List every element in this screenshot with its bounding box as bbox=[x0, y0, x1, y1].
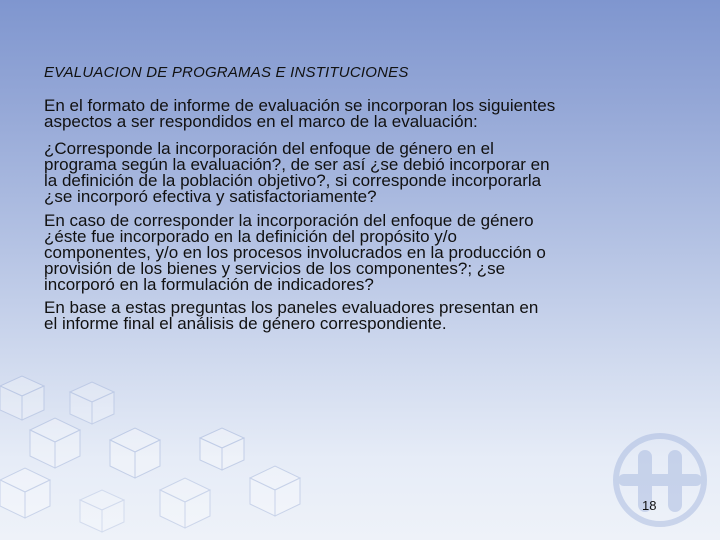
dipres-logo-watermark bbox=[616, 436, 704, 524]
slide-title: EVALUACION DE PROGRAMAS E INSTITUCIONES bbox=[44, 64, 409, 81]
text-line: incorporó en la formulación de indicadores? bbox=[44, 275, 374, 294]
paragraph-question-2 bbox=[44, 213, 546, 293]
paragraph-question-1 bbox=[44, 141, 550, 205]
text-line: ¿Corresponde la incorporación del enfoque de género en el bbox=[44, 139, 494, 158]
text-line: componentes, y/o en los procesos involucrados en la producción o bbox=[44, 243, 546, 262]
text-line: el informe final el análisis de género correspondiente. bbox=[44, 314, 447, 333]
paragraph-intro bbox=[44, 98, 555, 130]
text-line: En caso de corresponder la incorporación del enfoque de género bbox=[44, 211, 534, 230]
text-line: aspectos a ser respondidos en el marco de la evaluación: bbox=[44, 112, 478, 131]
translucent-cubes bbox=[0, 376, 300, 532]
text-line: ¿éste fue incorporado en la definición del propósito y/o bbox=[44, 227, 457, 246]
paragraph-conclusion bbox=[44, 300, 538, 332]
text-line: ¿se incorporó efectiva y satisfactoriamente? bbox=[44, 187, 377, 206]
text-line: En base a estas preguntas los paneles evaluadores presentan en bbox=[44, 298, 539, 317]
text-line: la definición de la población objetivo?, si corresponde incorporarla bbox=[44, 171, 542, 190]
text-line: programa según la evaluación?, de ser así ¿se debió incorporar en bbox=[44, 155, 550, 174]
text-line: provisión de los bienes y servicios de los componentes?; ¿se bbox=[44, 259, 506, 278]
page-number: 18 bbox=[642, 498, 657, 513]
text-line: En el formato de informe de evaluación se incorporan los siguientes bbox=[44, 96, 556, 115]
